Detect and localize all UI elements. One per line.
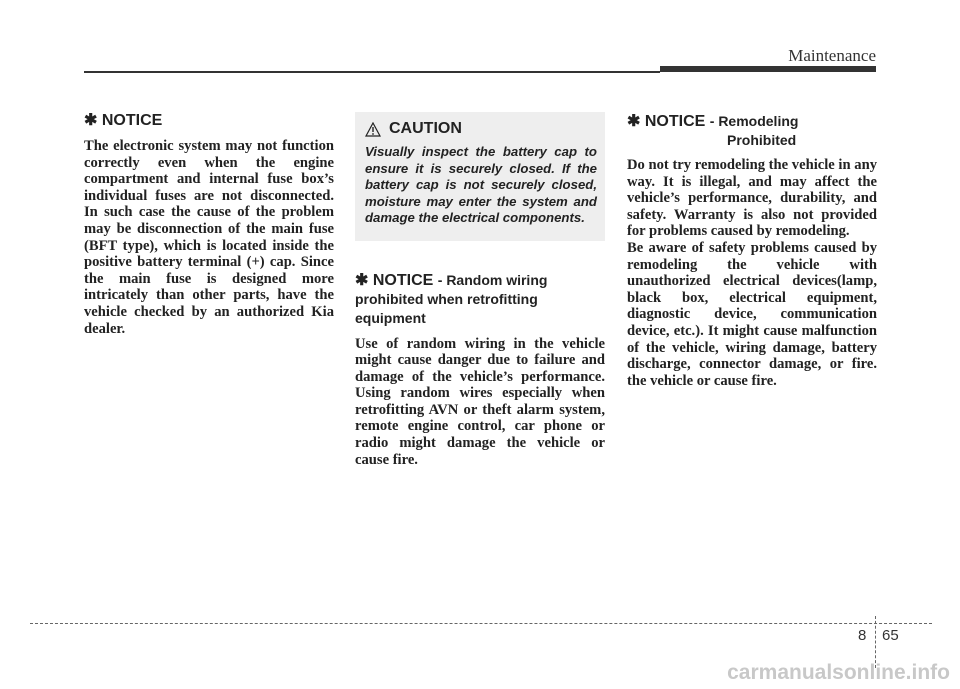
- notice-heading-wiring: [355, 271, 605, 328]
- notice-heading: [84, 112, 334, 130]
- notice-subtitle: - Remodeling: [709, 113, 799, 129]
- caution-box: [355, 112, 605, 241]
- notice-body-remodeling-2: Be aware of safety problems caused by remodeling the vehicle with unauthorized electrical devices(lamp, black box, electrical equipment, diagnostic device, communication device, etc.). It might cause malfunction of the vehicle, wiring damage, battery discharge, connector damage, or fire. the vehicle or cause fire.: [627, 239, 877, 389]
- notice-label: NOTICE: [372, 271, 434, 289]
- header-rule: [84, 71, 660, 73]
- left-column: [84, 112, 334, 337]
- header-rule-accent: [660, 66, 876, 72]
- page-number: 65: [882, 627, 899, 644]
- footer-dashed-rule: [30, 623, 932, 624]
- notice-body-wiring: Use of random wiring in the vehicle might cause danger due to failure and damage of the vehicle’s performance. Using random wires especially when retrofitting AVN or theft alarm system, remote engine control, car phone or radio might damage the vehicle or cause fire.: [355, 335, 605, 468]
- star-icon: ✱: [627, 113, 641, 130]
- caution-heading: [365, 120, 597, 138]
- star-icon: ✱: [355, 271, 369, 289]
- chapter-number: 8: [858, 627, 867, 644]
- notice-heading-remodeling: [627, 112, 877, 149]
- middle-column: [355, 112, 605, 468]
- caution-body: Visually inspect the battery cap to ensure it is securely closed. If the battery cap is not securely closed, moisture may enter the system and damage the electrical components.: [365, 144, 597, 225]
- caution-label: CAUTION: [389, 120, 462, 137]
- notice-body: The electronic system may not function correctly even when the engine compartment and internal fuse box’s individual fuses are not disconnected. In such case the cause of the problem may be disconnection of the main fuse (BFT type), which is located inside the positive battery terminal (+) cap. Since the main fuse is designed more intricately than other parts, have the vehicle checked by an authorized Kia dealer.: [84, 138, 334, 337]
- notice-label: NOTICE: [644, 113, 706, 130]
- watermark: carmanualsonline.info: [727, 661, 950, 684]
- warning-triangle-icon: [365, 122, 381, 137]
- notice-body-remodeling-1: Do not try remodeling the vehicle in any way. It is illegal, and may affect the vehicle’s performance, durability, and safety. Warranty is also not provided for problems caused by remodeling.: [627, 157, 877, 240]
- notice-subtitle-line2: Prohibited: [727, 132, 797, 148]
- star-icon: ✱: [84, 112, 98, 129]
- section-title: Maintenance: [788, 46, 876, 65]
- right-column: [627, 112, 877, 389]
- notice-subtitle: - Random wiring prohibited when retrofitting equipment: [355, 271, 548, 326]
- notice-label: NOTICE: [101, 112, 163, 129]
